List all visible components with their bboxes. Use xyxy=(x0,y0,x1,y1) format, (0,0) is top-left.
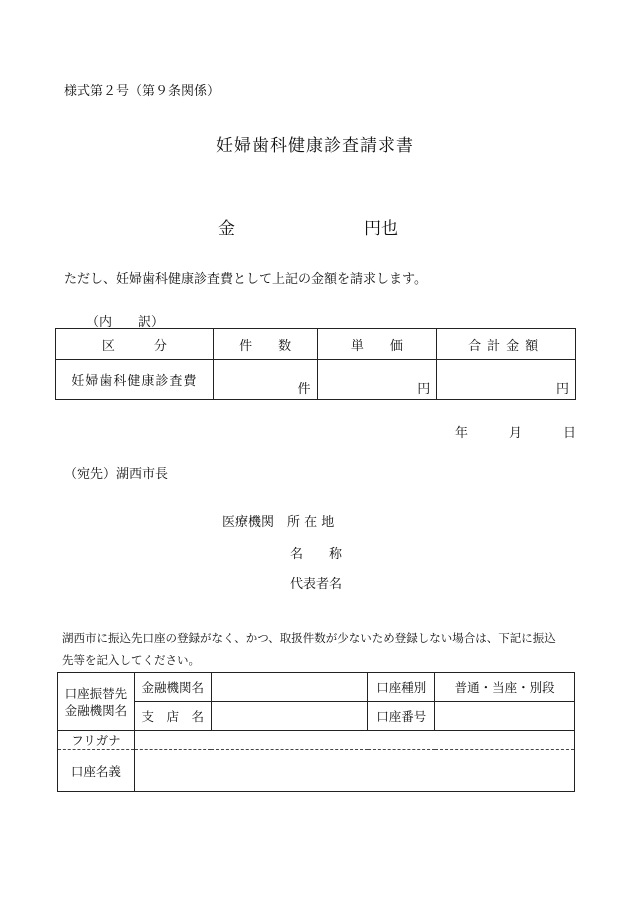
account-type-options[interactable]: 普通・当座・別段 xyxy=(435,673,575,702)
unit-price-field[interactable] xyxy=(317,360,437,400)
breakdown-row xyxy=(56,360,576,400)
header-total: 合計金額 xyxy=(437,329,576,360)
account-holder-field[interactable] xyxy=(134,750,574,792)
row-label: 妊婦歯科健康診査費 xyxy=(56,360,214,400)
count-unit: 件 xyxy=(297,382,311,397)
amount-prefix: 金 xyxy=(218,219,235,239)
bank-name-field[interactable] xyxy=(211,673,368,702)
furigana-row xyxy=(58,731,575,750)
account-holder-label: 口座名義 xyxy=(58,750,135,792)
bank-note-line-1: 湖西市に振込先口座の登録がなく、かつ、取扱件数が少ないため登録しない場合は、下記に振込 xyxy=(62,631,556,645)
transfer-label: 口座振替先 金融機関名 xyxy=(58,673,135,731)
page-title: 妊婦歯科健康診査請求書 xyxy=(216,136,414,156)
amount-suffix: 円也 xyxy=(364,219,398,239)
account-holder-row xyxy=(58,750,575,792)
furigana-field[interactable] xyxy=(134,731,574,750)
date-month: 月 xyxy=(509,426,523,441)
total-field[interactable] xyxy=(437,360,576,400)
bank-row-1 xyxy=(58,673,575,702)
medical-name: 名 称 xyxy=(290,547,343,562)
date-day: 日 xyxy=(563,426,577,441)
header-unit-price: 単 価 xyxy=(317,329,437,360)
form-number: 様式第２号（第９条関係） xyxy=(64,84,221,99)
addressee: （宛先）湖西市長 xyxy=(64,467,169,482)
total-unit: 円 xyxy=(555,382,569,397)
medical-label: 医療機関 xyxy=(222,515,275,530)
account-number-field[interactable] xyxy=(435,702,575,731)
breakdown-table xyxy=(55,328,576,400)
count-field[interactable] xyxy=(213,360,317,400)
branch-field[interactable] xyxy=(211,702,368,731)
bank-name-label: 金融機関名 xyxy=(134,673,211,702)
breakdown-caption: （内 訳） xyxy=(86,315,165,330)
bank-row-2 xyxy=(58,702,575,731)
header-category: 区 分 xyxy=(56,329,214,360)
medical-representative: 代表者名 xyxy=(290,577,343,592)
breakdown-header-row xyxy=(56,329,576,360)
request-statement: ただし、妊婦歯科健康診査費として上記の金額を請求します。 xyxy=(64,272,427,287)
furigana-label: フリガナ xyxy=(58,731,135,750)
account-type-label: 口座種別 xyxy=(368,673,435,702)
account-number-label: 口座番号 xyxy=(368,702,435,731)
medical-location: 所 在 地 xyxy=(287,515,335,530)
header-count: 件 数 xyxy=(213,329,317,360)
medical-location-line xyxy=(222,511,334,530)
bank-table xyxy=(57,672,575,792)
unit-price-unit: 円 xyxy=(417,382,431,397)
date-year: 年 xyxy=(455,426,469,441)
bank-note-line-2: 先等を記入してください。 xyxy=(62,653,200,667)
branch-label: 支 店 名 xyxy=(134,702,211,731)
